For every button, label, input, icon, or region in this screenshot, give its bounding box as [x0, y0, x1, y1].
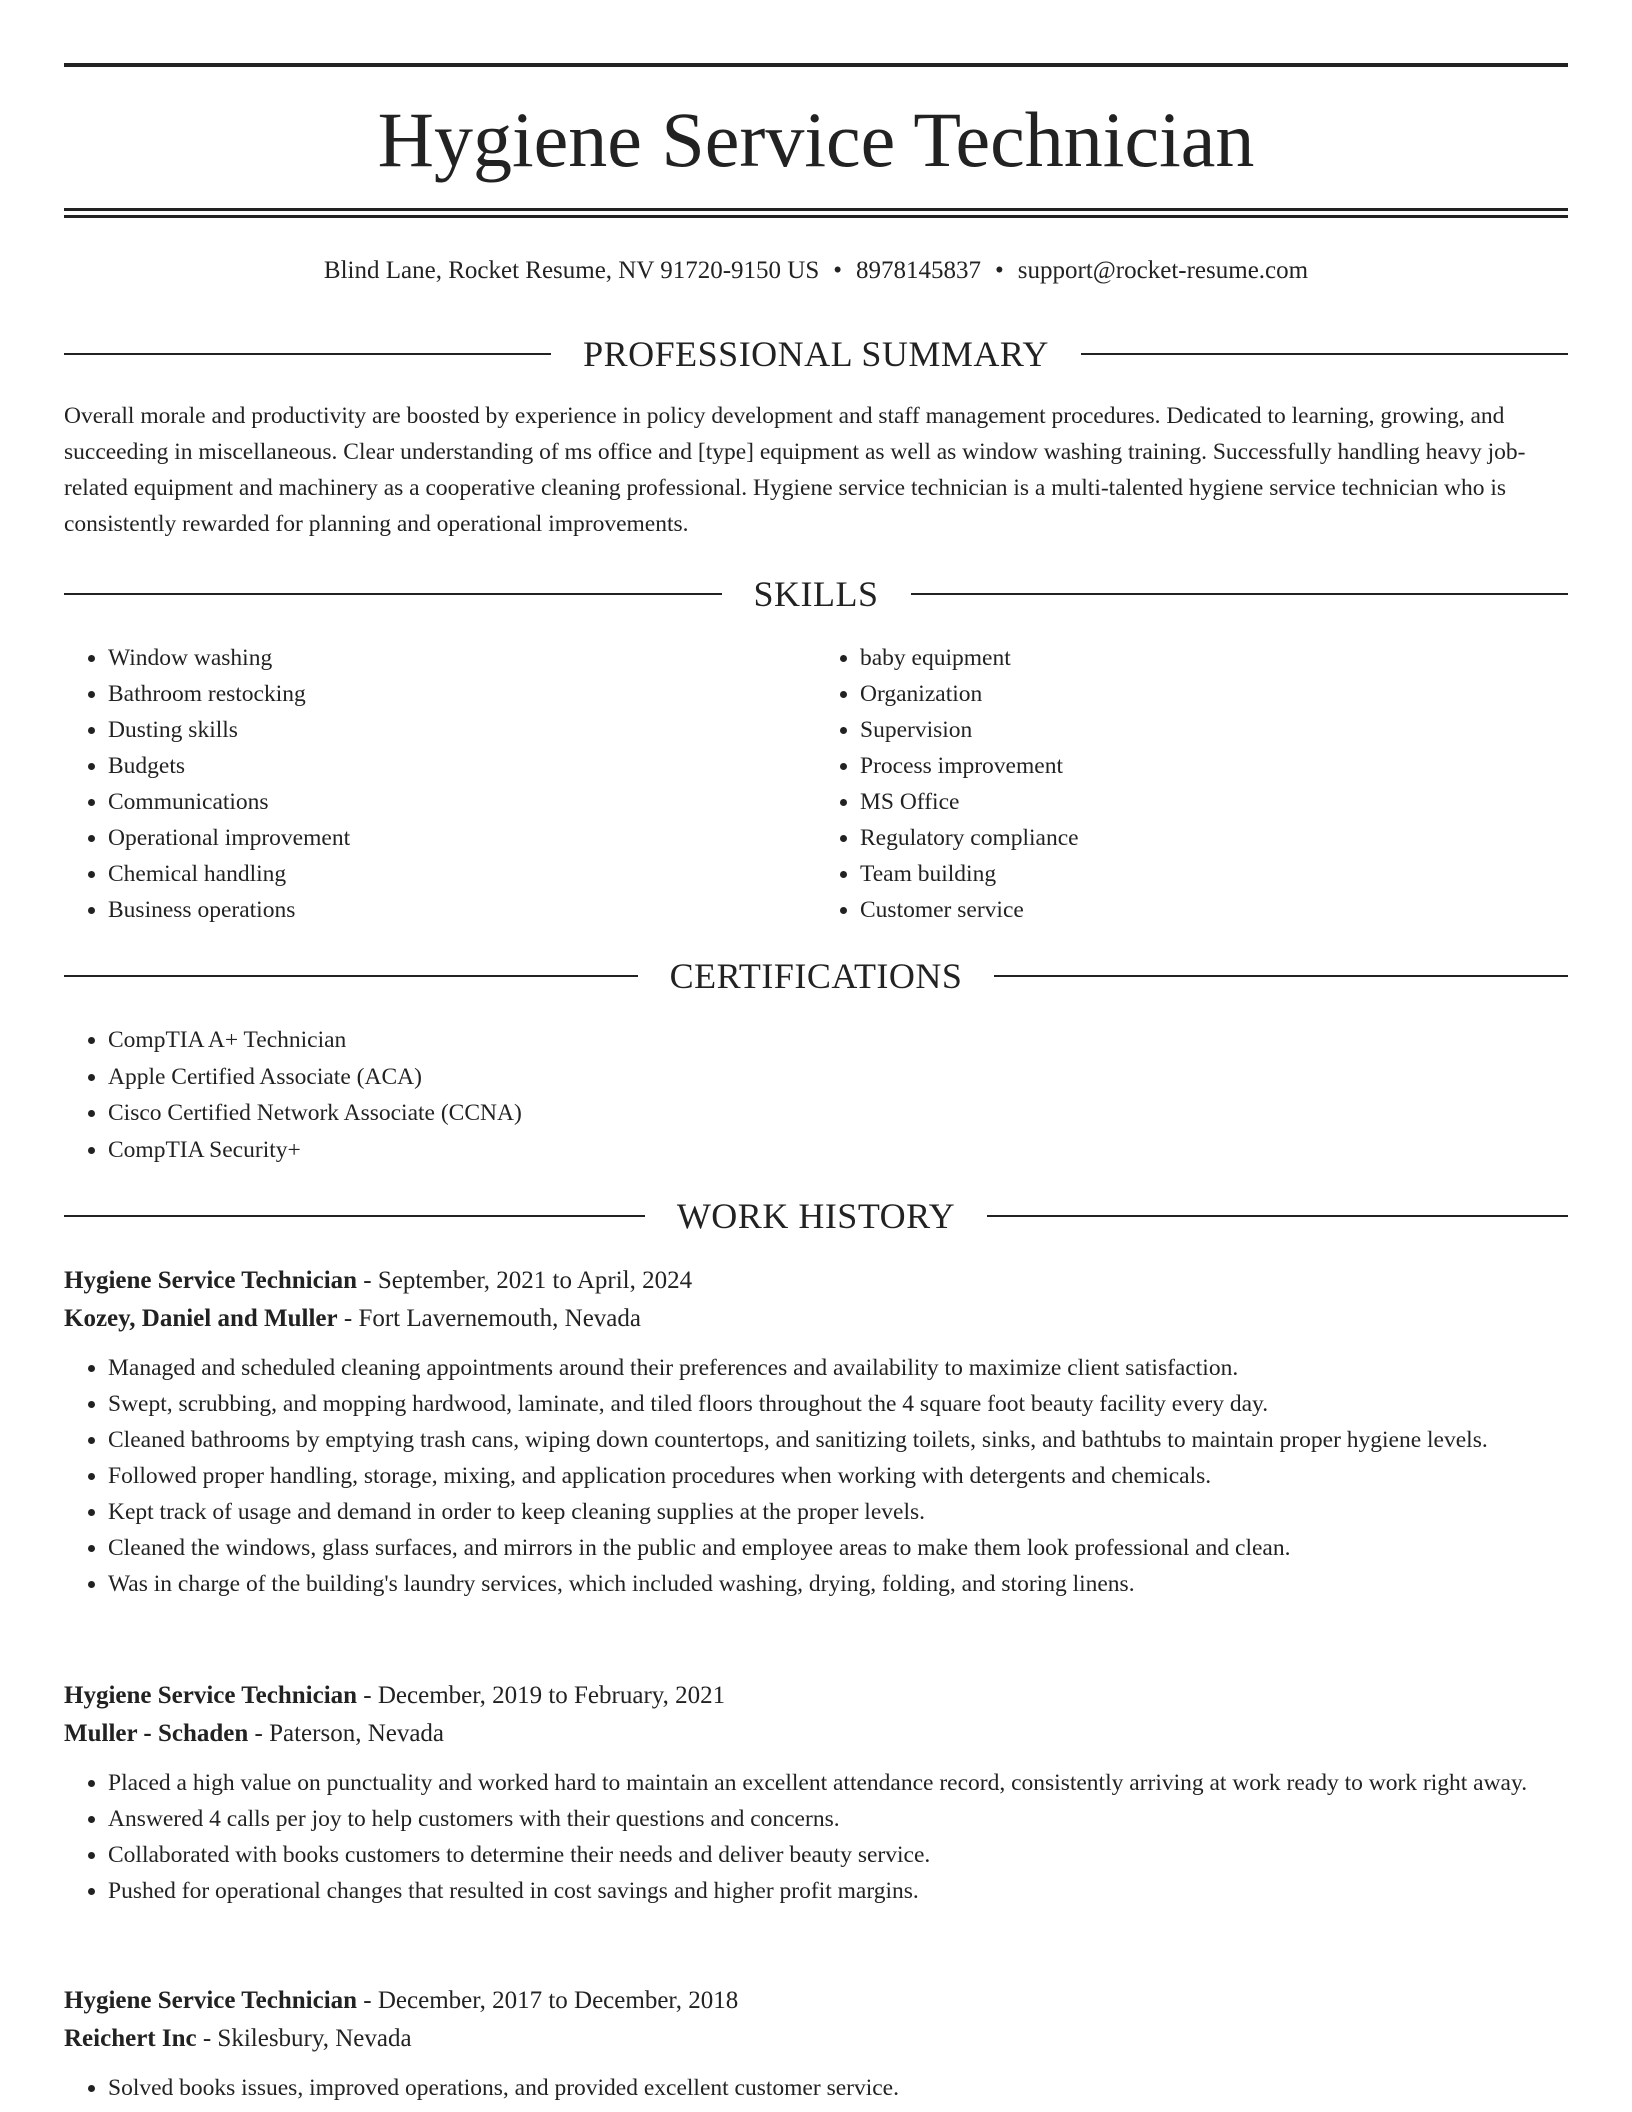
job-company-line: Reichert Inc - Skilesbury, Nevada: [64, 2025, 412, 2052]
job-bullets: [64, 2070, 1568, 2106]
skills-list: [64, 640, 1568, 928]
skill-item: • MS Office: [860, 784, 1568, 820]
skill-item: • Dusting skills: [108, 712, 816, 748]
section-rule-right: [987, 1215, 1568, 1217]
job-dates: September, 2021 to April, 2024: [377, 1267, 693, 1294]
skill-item: • Customer service: [860, 892, 1568, 928]
job-bullet: • Answered 4 calls per joy to help customers with their questions and concerns.: [108, 1801, 1568, 1837]
job-title-line: Hygiene Service Technician - December, 2019 to February, 2021: [64, 1682, 726, 1709]
job-company: Muller - Schaden: [64, 1720, 249, 1747]
job-bullet: • Followed proper handling, storage, mixing, and application procedures when working with detergents and chemicals.: [108, 1458, 1568, 1494]
job-bullet: • Cleaned the windows, glass surfaces, and mirrors in the public and employee areas to make them look professional and clean.: [108, 1530, 1568, 1566]
skill-item: • Process improvement: [860, 748, 1568, 784]
job-company: Kozey, Daniel and Muller: [64, 1305, 338, 1332]
summary-text: Overall morale and productivity are boosted by experience in policy development and staff management procedures. Dedicated to learning, growing, and succeeding in miscellaneous. Clear understanding of ms office and [type] equipment as well as window washing training. Successfully handling heavy job-related equipment and machinery as a cooperative cleaning professional. Hygiene service technician is a multi-talented hygiene service technician who is consistently rewarded for planning and operational improvements.: [64, 403, 1526, 537]
section-header-summary: [64, 332, 1568, 376]
job-bullet: • Managed and scheduled cleaning appointments around their preferences and availability to maximize client satisfaction.: [108, 1350, 1568, 1386]
skill-item: • Organization: [860, 676, 1568, 712]
skill-item: • Budgets: [108, 748, 816, 784]
job-bullet: • Was in charge of the building's laundry services, which included washing, drying, folding, and storing linens.: [108, 1566, 1568, 1602]
job-bullets: [64, 1765, 1568, 1909]
skill-item: • Supervision: [860, 712, 1568, 748]
job-dates: December, 2019 to February, 2021: [377, 1682, 726, 1709]
job-bullet: • Solved books issues, improved operations, and provided excellent customer service.: [108, 2070, 1568, 2106]
section-title-summary: PROFESSIONAL SUMMARY: [583, 334, 1049, 374]
contact-address: Blind Lane, Rocket Resume, NV 91720-9150 US: [323, 257, 820, 284]
skill-item: • Regulatory compliance: [860, 820, 1568, 856]
job-entry: [64, 1982, 1568, 2106]
section-header-skills: [64, 572, 1568, 616]
job-bullet: • Kept track of usage and demand in order to keep cleaning supplies at the proper levels.: [108, 1494, 1568, 1530]
section-rule-right: [994, 975, 1568, 977]
section-rule-left: [64, 975, 638, 977]
skill-item: • Bathroom restocking: [108, 676, 816, 712]
job-title-line: Hygiene Service Technician - December, 2017 to December, 2018: [64, 1987, 739, 2014]
section-header-certifications: [64, 954, 1568, 998]
job-bullet: • Pushed for operational changes that resulted in cost savings and higher profit margins.: [108, 1873, 1568, 1909]
skill-item: • Team building: [860, 856, 1568, 892]
contact-line: [64, 253, 1568, 289]
certification-item: • Apple Certified Associate (ACA): [108, 1059, 1568, 1096]
top-rule: [64, 63, 1568, 67]
job-company-line: Muller - Schaden - Paterson, Nevada: [64, 1720, 445, 1747]
job-location: Fort Lavernemouth, Nevada: [358, 1305, 641, 1332]
job-title: Hygiene Service Technician: [64, 1267, 358, 1294]
certification-item: • Cisco Certified Network Associate (CCNA): [108, 1095, 1568, 1132]
job-entry: [64, 1677, 1568, 1909]
double-rule: [64, 208, 1568, 218]
job-bullet: • Placed a high value on punctuality and worked hard to maintain an excellent attendance record, consistently arriving at work ready to work right away.: [108, 1765, 1568, 1801]
job-bullet: • Cleaned bathrooms by emptying trash cans, wiping down countertops, and sanitizing toilets, sinks, and bathtubs to maintain proper hygiene levels.: [108, 1422, 1568, 1458]
section-rule-right: [911, 593, 1569, 595]
section-rule-left: [64, 1215, 645, 1217]
job-location: Skilesbury, Nevada: [217, 2025, 412, 2052]
job-bullet: • Swept, scrubbing, and mopping hardwood, laminate, and tiled floors throughout the 4 square foot beauty facility every day.: [108, 1386, 1568, 1422]
job-location: Paterson, Nevada: [269, 1720, 445, 1747]
section-rule-right: [1081, 353, 1568, 355]
section-rule-left: [64, 593, 722, 595]
skill-item: • Business operations: [108, 892, 816, 928]
job-dates: December, 2017 to December, 2018: [377, 1987, 739, 2014]
section-title-work: WORK HISTORY: [676, 1196, 956, 1236]
certification-item: • CompTIA A+ Technician: [108, 1022, 1568, 1059]
job-bullet: • Collaborated with books customers to determine their needs and deliver beauty service.: [108, 1837, 1568, 1873]
job-company-line: Kozey, Daniel and Muller - Fort Lavernemouth, Nevada: [64, 1305, 641, 1332]
certification-item: • CompTIA Security+: [108, 1132, 1568, 1169]
section-header-work: [64, 1194, 1568, 1238]
job-company: Reichert Inc: [64, 2025, 197, 2052]
skills-column-left: [64, 640, 816, 928]
job-title: Hygiene Service Technician: [64, 1987, 358, 2014]
section-rule-left: [64, 353, 551, 355]
section-title-skills: SKILLS: [753, 574, 879, 614]
skill-item: • Chemical handling: [108, 856, 816, 892]
certifications-list: [64, 1022, 1568, 1168]
skill-item: • baby equipment: [860, 640, 1568, 676]
job-entry: [64, 1262, 1568, 1602]
skill-item: • Operational improvement: [108, 820, 816, 856]
contact-separator: •: [833, 257, 843, 284]
skill-item: • Communications: [108, 784, 816, 820]
contact-email: support@rocket-resume.com: [1017, 257, 1309, 284]
candidate-name: Hygiene Service Technician: [377, 96, 1255, 183]
contact-phone: 8978145837: [856, 257, 982, 284]
job-title-line: Hygiene Service Technician - September, 2021 to April, 2024: [64, 1267, 693, 1294]
section-title-certifications: CERTIFICATIONS: [669, 956, 963, 996]
contact-separator: •: [995, 257, 1004, 284]
skill-item: • Window washing: [108, 640, 816, 676]
job-bullets: [64, 1350, 1568, 1602]
skills-column-right: [816, 640, 1568, 928]
job-title: Hygiene Service Technician: [64, 1682, 358, 1709]
